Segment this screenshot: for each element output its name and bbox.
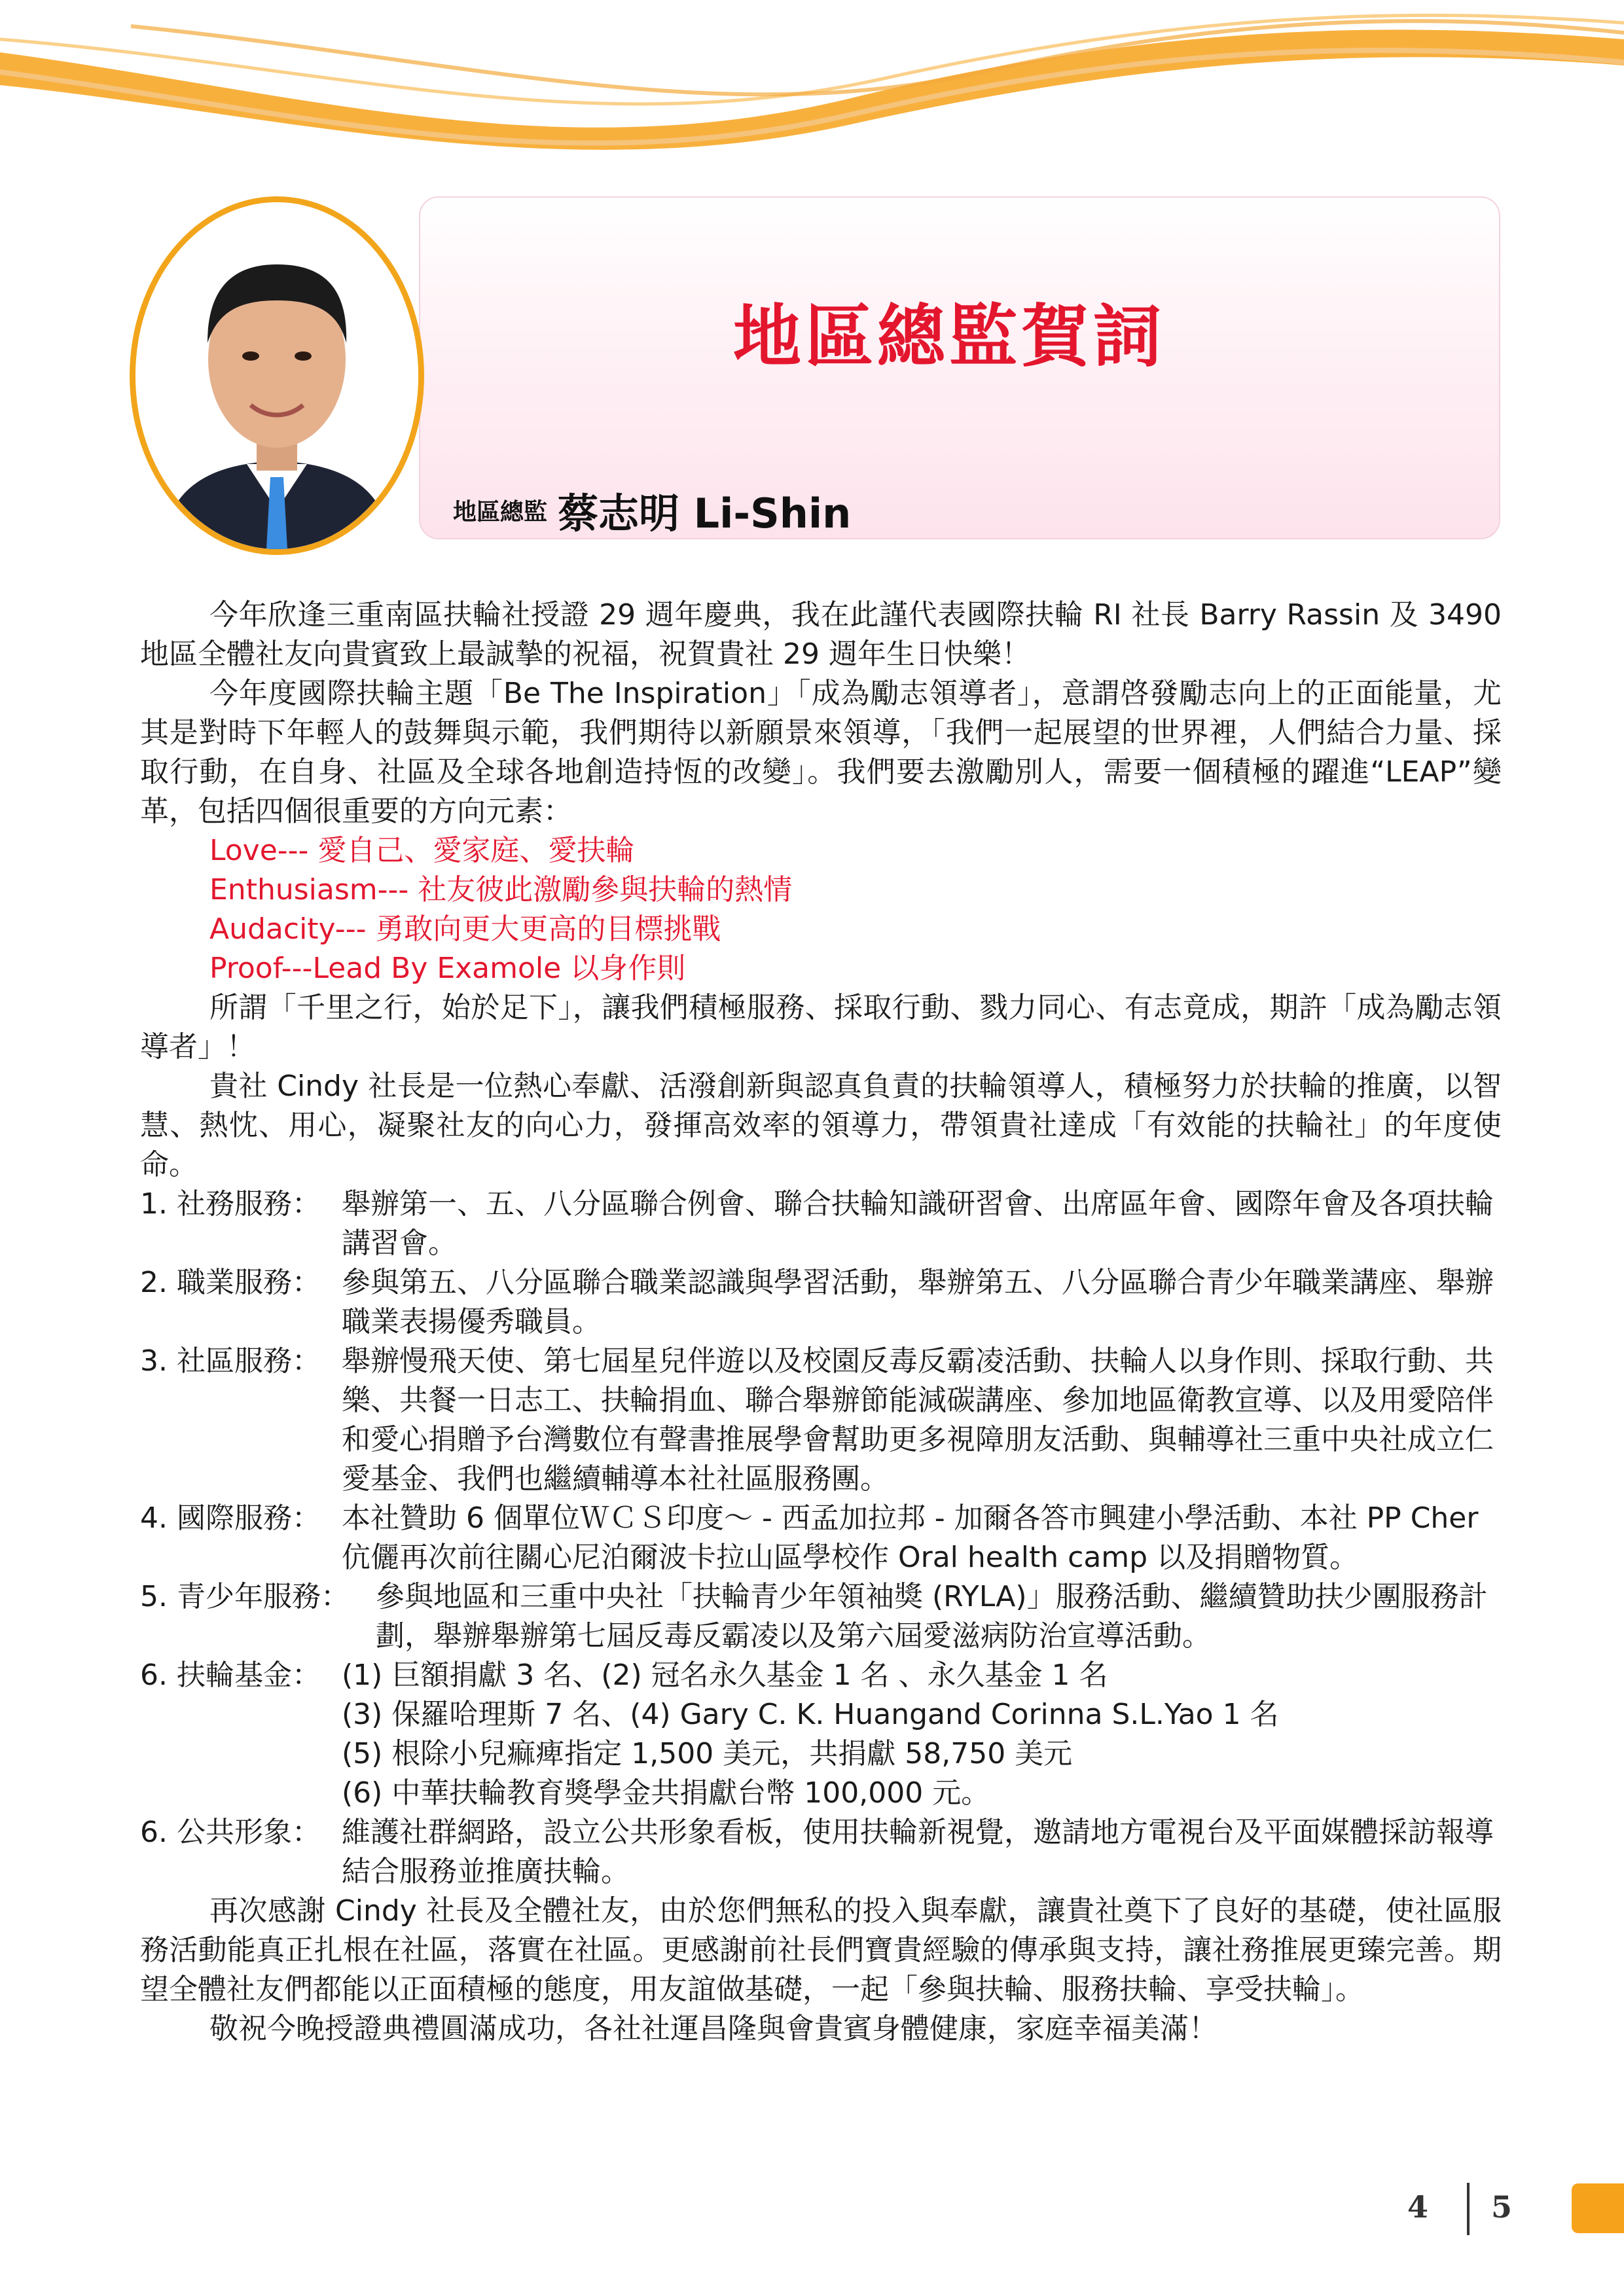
service-label: 3. 社區服務：	[140, 1344, 321, 1378]
paragraph-6: 敬祝今晚授證典禮圓滿成功，各社社運昌隆與會貴賓身體健康，家庭幸福美滿！	[209, 2012, 1218, 2045]
author-byline	[453, 481, 851, 539]
service-item-foundation	[140, 1656, 1502, 1813]
author-name: 蔡志明 Li-Shin	[558, 490, 852, 537]
page-number-left: 4	[1407, 2189, 1429, 2225]
service-text: 舉辦慢飛天使、第七屆星兒伴遊以及校園反毒反霸凌活動、扶輪人以身作則、採取行動、共樂、共餐一日志工、扶輪捐血、聯合舉辦節能減碳講座、參加地區衛教宣導、以及用愛陪伴和愛心捐贈予台灣數位有聲書推展學會幫助更多視障朋友活動、與輔導社三重中央社成立仁愛基金、我們也繼續輔導本社社區服務團。	[342, 1344, 1494, 1496]
paragraph-4: 貴社 Cindy 社長是一位熱心奉獻、活潑創新與認真負責的扶輪領導人，積極努力於扶輪的推廣，以智慧、熱忱、用心，凝聚社友的向心力，發揮高效率的領導力，帶領貴社達成「有效能的扶輪社」的年度使命。	[140, 1069, 1502, 1181]
author-role: 地區總監	[453, 499, 548, 526]
service-item-youth	[140, 1577, 1502, 1656]
service-label: 5. 青少年服務：	[140, 1580, 350, 1613]
paragraph-1: 今年欣逢三重南區扶輪社授證 29 週年慶典，我在此謹代表國際扶輪 RI 社長 Barry Rassin 及 3490 地區全體社友向貴賓致上最誠摯的祝福，祝賀貴社 29 週年生日快樂！	[140, 598, 1502, 671]
service-label: 2. 職業服務：	[140, 1266, 321, 1299]
paragraph-2: 今年度國際扶輪主題「Be The Inspiration」「成為勵志領導者」，意謂啓發勵志向上的正面能量，尤其是對時下年輕人的鼓舞與示範，我們期待以新願景來領導，「我們一起展望的世界裡，人們結合力量、採取行動，在自身、社區及全球各地創造持恆的改變」。我們要去激勵別人，需要一個積極的躍進“LEAP”變革，包括四個很重要的方向元素：	[140, 677, 1502, 828]
portrait-photo	[130, 196, 424, 555]
service-label: 1. 社務服務：	[140, 1187, 321, 1221]
paragraph-3: 所謂「千里之行，始於足下」，讓我們積極服務、採取行動、戮力同心、有志竟成，期許「成為勵志領導者」！	[140, 991, 1502, 1064]
leap-item-audacity: Audacity--- 勇敢向更大更高的目標挑戰	[209, 912, 721, 946]
page-number-divider	[1467, 2183, 1470, 2235]
leap-item-proof: Proof---Lead By Examole 以身作則	[209, 952, 686, 985]
leap-item-enthusiasm: Enthusiasm--- 社友彼此激勵參與扶輪的熱情	[209, 873, 793, 906]
page-title: 地區總監賀詞	[733, 296, 1166, 376]
paragraph-5: 再次感謝 Cindy 社長及全體社友，由於您們無私的投入與奉獻，讓貴社奠下了良好的基礎，使社區服務活動能真正扎根在社區，落實在社區。更感謝前社長們寶貴經驗的傳承與支持，讓社務推展更臻完善。期望全體社友們都能以正面積極的態度，用友誼做基礎，一起「參與扶輪、服務扶輪、享受扶輪」。	[140, 1894, 1502, 2006]
service-item-club	[140, 1185, 1502, 1263]
foundation-line-1: (1) 巨額捐獻 3 名、(2) 冠名永久基金 1 名 、永久基金 1 名	[342, 1659, 1108, 1692]
header-wave-decoration	[0, 0, 1624, 170]
letter-body	[140, 596, 1502, 2049]
service-text: 參與地區和三重中央社「扶輪青少年領袖獎 (RYLA)」服務活動、繼續贊助扶少團服務計劃，舉辦舉辦第七屆反毒反霸凌以及第六屆愛滋病防治宣導活動。	[376, 1580, 1488, 1653]
service-text: 維護社群網路，設立公共形象看板，使用扶輪新視覺，邀請地方電視台及平面媒體採訪報導結合服務並推廣扶輪。	[342, 1816, 1494, 1888]
service-item-public-image	[140, 1813, 1502, 1892]
foundation-line-2: (3) 保羅哈理斯 7 名、(4) Gary C. K. Huangand Corinna S.L.Yao 1 名	[342, 1698, 1279, 1731]
service-label: 6. 扶輪基金：	[140, 1659, 321, 1692]
service-text: 本社贊助 6 個單位ＷＣＳ印度～ - 西孟加拉邦 - 加爾各答市興建小學活動、本社 PP Cher 伉儷再次前往關心尼泊爾波卡拉山區學校作 Oral health camp 以及捐贈物質。	[342, 1501, 1479, 1574]
service-label: 4. 國際服務：	[140, 1501, 321, 1535]
service-text: 參與第五、八分區聯合職業認識與學習活動，舉辦第五、八分區聯合青少年職業講座、舉辦職業表揚優秀職員。	[342, 1266, 1494, 1338]
foundation-line-3: (5) 根除小兒痲痺指定 1,500 美元，共捐獻 58,750 美元	[342, 1737, 1073, 1770]
service-label: 6. 公共形象：	[140, 1816, 321, 1849]
page-number-right: 5	[1491, 2189, 1513, 2225]
service-text: 舉辦第一、五、八分區聯合例會、聯合扶輪知識研習會、出席區年會、國際年會及各項扶輪講習會。	[342, 1187, 1494, 1260]
orange-page-tab	[1572, 2183, 1624, 2233]
leap-item-love: Love--- 愛自己、愛家庭、愛扶輪	[209, 834, 635, 867]
service-item-vocational	[140, 1263, 1502, 1342]
foundation-line-4: (6) 中華扶輪教育獎學金共捐獻台幣 100,000 元。	[342, 1776, 990, 1810]
service-item-community	[140, 1342, 1502, 1499]
service-item-international	[140, 1499, 1502, 1577]
